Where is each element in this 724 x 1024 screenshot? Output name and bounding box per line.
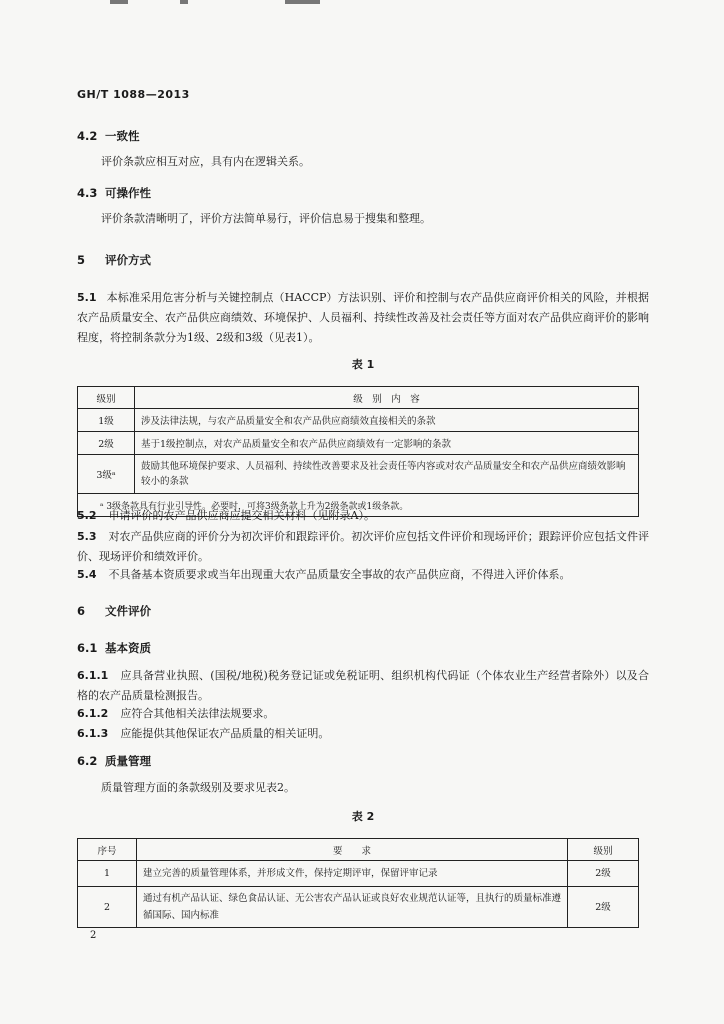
table-header-cell: 级 别 内 容 xyxy=(135,387,639,409)
section-6-heading: 6 文件评价 xyxy=(77,604,151,618)
table-cell: 2级 xyxy=(78,432,135,455)
table-cell: 基于1级控制点，对农产品质量安全和农产品供应商绩效有一定影响的条款 xyxy=(135,432,639,455)
table-cell: 1 xyxy=(78,861,137,887)
table-cell: 2 xyxy=(78,887,137,928)
section-4-2-heading: 4.2 一致性 xyxy=(77,129,140,143)
table-cell: 涉及法律法规，与农产品质量安全和农产品供应商绩效直接相关的条款 xyxy=(135,409,639,432)
section-5-4-text: 5.4 不具备基本资质要求或当年出现重大农产品质量安全事故的农产品供应商，不得进入评价体系。 xyxy=(77,568,571,581)
table-header-cell: 级别 xyxy=(568,839,639,861)
top-scan-marks xyxy=(110,0,330,6)
table-cell: 建立完善的质量管理体系，并形成文件，保持定期评审，保留评审记录 xyxy=(137,861,568,887)
table-header-cell: 要 求 xyxy=(137,839,568,861)
section-4-3-heading: 4.3 可操作性 xyxy=(77,186,151,200)
table-cell: 2级 xyxy=(568,887,639,928)
table-cell: 1级 xyxy=(78,409,135,432)
table-header-row xyxy=(78,839,639,861)
section-6-1-3-text: 6.1.3 应能提供其他保证农产品质量的相关证明。 xyxy=(77,727,330,740)
table-row xyxy=(78,887,639,928)
section-6-1-1-text: 6.1.1 应具备营业执照、(国税/地税)税务登记证或免税证明、组织机构代码证（个体农业生产经营者除外）以及合格的农产品质量检测报告。 xyxy=(77,669,649,702)
table-header-cell: 序号 xyxy=(78,839,137,861)
section-5-heading: 5 评价方式 xyxy=(77,253,151,267)
table-row xyxy=(78,455,639,494)
page-number: 2 xyxy=(90,930,97,941)
table-row xyxy=(78,432,639,455)
table-1 xyxy=(77,386,639,517)
table-header-cell: 级别 xyxy=(78,387,135,409)
section-4-2-text: 评价条款应相互对应，具有内在逻辑关系。 xyxy=(101,155,310,168)
section-5-1-text: 5.1 本标准采用危害分析与关键控制点（HACCP）方法识别、评价和控制与农产品供应商评价相关的风险，并根据农产品质量安全、农产品供应商绩效、环境保护、人员福利、持续性改善及社会责任等方面对农产品供应商评价的影响程度，将控制条款分为1级、2级和3级（见表1）。 xyxy=(77,291,649,344)
table-1-caption: 表 1 xyxy=(351,358,375,371)
table-row xyxy=(78,861,639,887)
section-6-1-2-text: 6.1.2 应符合其他相关法律法规要求。 xyxy=(77,707,275,720)
section-6-1-heading: 6.1 基本资质 xyxy=(77,641,151,655)
table-note: ᵃ 3级条款具有行业引导性。必要时，可将3级条款上升为2级条款或1级条款。 xyxy=(78,494,639,517)
standard-number: GH/T 1088—2013 xyxy=(77,88,190,101)
table-cell: 鼓励其他环境保护要求、人员福利、持续性改善要求及社会责任等内容或对农产品质量安全和农产品供应商绩效影响较小的条款 xyxy=(135,455,639,494)
table-cell: 2级 xyxy=(568,861,639,887)
table-cell: 通过有机产品认证、绿色食品认证、无公害农产品认证或良好农业规范认证等，且执行的质量标准遵循国际、国内标准 xyxy=(137,887,568,928)
table-header-row xyxy=(78,387,639,409)
table-row xyxy=(78,409,639,432)
section-6-2-heading: 6.2 质量管理 xyxy=(77,754,151,768)
table-2-caption: 表 2 xyxy=(351,810,375,823)
section-5-3-text: 5.3 对农产品供应商的评价分为初次评价和跟踪评价。初次评价应包括文件评价和现场评价；跟踪评价应包括文件评价、现场评价和绩效评价。 xyxy=(77,530,649,563)
table-2 xyxy=(77,838,639,928)
table-cell: 3级ᵃ xyxy=(78,455,135,494)
section-4-3-text: 评价条款清晰明了，评价方法简单易行，评价信息易于搜集和整理。 xyxy=(101,212,431,225)
section-5-2-text: 5.2 申请评价的农产品供应商应提交相关材料（见附录A）。 xyxy=(77,509,375,522)
section-6-2-text: 质量管理方面的条款级别及要求见表2。 xyxy=(101,781,295,794)
